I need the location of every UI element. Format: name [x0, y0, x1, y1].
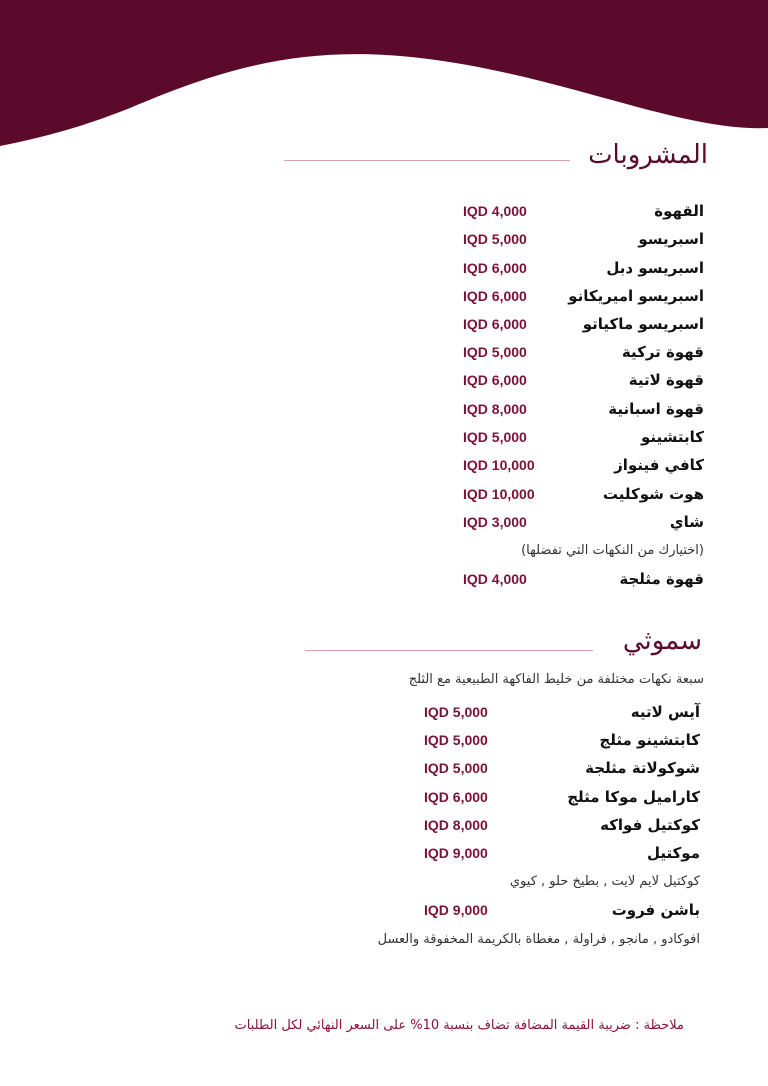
- menu-item-name: باشن فروت: [611, 901, 700, 919]
- menu-item-price: IQD 6,000: [463, 316, 527, 332]
- menu-item-price: IQD 9,000: [424, 845, 488, 861]
- menu-item-name: آيس لاتيه: [630, 703, 700, 721]
- menu-item-name: اسبريسو: [638, 230, 704, 248]
- menu-item-price: IQD 8,000: [463, 401, 527, 417]
- menu-item-price: IQD 6,000: [463, 260, 527, 276]
- drinks-section-title: المشروبات: [588, 140, 708, 170]
- menu-item-price: IQD 5,000: [424, 760, 488, 776]
- smoothie-title-divider: [305, 650, 593, 651]
- tea-flavor-note: (اختيارك من النكهات التي تفضلها): [521, 543, 704, 558]
- menu-item-price: IQD 9,000: [424, 902, 488, 918]
- menu-item-price: IQD 8,000: [424, 817, 488, 833]
- menu-item-price: IQD 6,000: [463, 288, 527, 304]
- menu-item-name: اسبريسو دبل: [606, 259, 704, 277]
- menu-item-price: IQD 5,000: [463, 231, 527, 247]
- menu-item-name: موكتيل: [646, 844, 700, 862]
- menu-item-name: شوكولاتة مثلجة: [585, 759, 700, 777]
- menu-item-name: كابتشينو مثلج: [599, 731, 700, 749]
- menu-item-name: قهوة لاتية: [628, 371, 704, 389]
- menu-item-price: IQD 10,000: [463, 486, 535, 502]
- smoothie-subtitle: سبعة نكهات مختلفة من خليط الفاكهة الطبيعية مع الثلج: [408, 672, 704, 687]
- menu-item-price: IQD 5,000: [424, 732, 488, 748]
- menu-item-name: كافي فينواز: [614, 456, 704, 474]
- menu-item-name: كوكتيل فواكه: [600, 816, 700, 834]
- menu-item-price: IQD 6,000: [424, 789, 488, 805]
- menu-item-price: IQD 10,000: [463, 457, 535, 473]
- menu-item-price: IQD 5,000: [463, 429, 527, 445]
- menu-item-name: قهوة تركية: [621, 343, 704, 361]
- menu-item-price: IQD 6,000: [463, 372, 527, 388]
- passion-fruit-note: افوكادو , مانجو , فراولة , مغطاة بالكريمة المخفوقة والعسل: [377, 932, 700, 947]
- menu-item-price: IQD 5,000: [463, 344, 527, 360]
- menu-item-name: كابتشينو: [640, 428, 704, 446]
- menu-item-name: القهوة: [654, 202, 704, 220]
- menu-item-name: هوت شوكليت: [602, 485, 704, 503]
- menu-item-name: قهوة اسبانية: [608, 400, 704, 418]
- menu-item-name: اسبريسو اميريكانو: [568, 287, 704, 305]
- header-wave-banner: [0, 0, 768, 150]
- menu-item-price: IQD 5,000: [424, 704, 488, 720]
- menu-item-name: اسبريسو ماكياتو: [582, 315, 704, 333]
- vat-footer-note: ملاحظة : ضريبة القيمة المضافة تضاف بنسبة 10% على السعر النهائي لكل الطلبات: [234, 1018, 684, 1033]
- menu-item-price: IQD 3,000: [463, 514, 527, 530]
- menu-item-name: كاراميل موكا مثلج: [567, 788, 700, 806]
- menu-item-price: IQD 4,000: [463, 571, 527, 587]
- drinks-title-divider: [284, 160, 570, 161]
- menu-item-name: قهوة مثلجة: [619, 570, 704, 588]
- smoothie-section-title: سموثي: [622, 626, 702, 656]
- menu-item-price: IQD 4,000: [463, 203, 527, 219]
- mocktail-note: كوكتيل لايم لايت , بطيخ حلو , كيوي: [509, 874, 700, 889]
- menu-item-name: شاي: [669, 513, 704, 531]
